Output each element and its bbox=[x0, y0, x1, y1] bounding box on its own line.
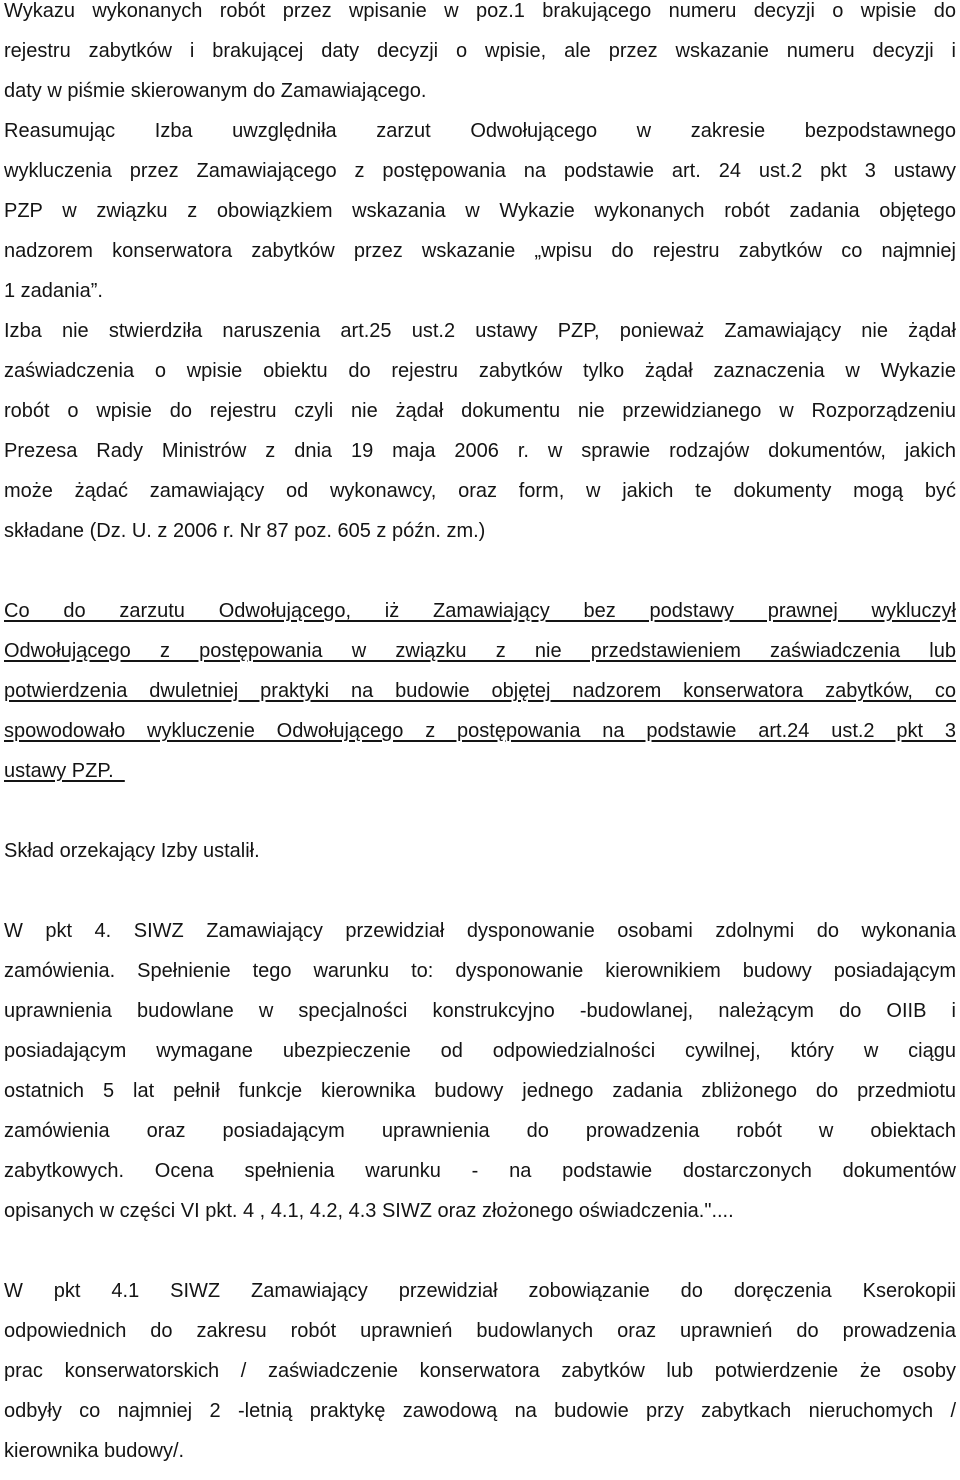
paragraph-1 bbox=[4, 0, 956, 120]
paragraph-7 bbox=[4, 1280, 956, 1480]
text-line-wrap bbox=[4, 760, 956, 800]
text-line: Wykazu wykonanych robót przez wpisanie w poz.1 brakującego numeru decyzji o wpisie do bbox=[4, 0, 956, 22]
text-line: zamówienia. Spełnienie tego warunku to: dysponowanie kierownikiem budowy posiadającym bbox=[4, 960, 956, 982]
text-line: Izba nie stwierdziła naruszenia art.25 ust.2 ustawy PZP, ponieważ Zamawiający nie żądał bbox=[4, 320, 956, 342]
text-line: kierownika budowy/. bbox=[4, 1440, 185, 1462]
text-line: może żądać zamawiający od wykonawcy, oraz form, w jakich te dokumenty mogą być bbox=[4, 480, 956, 502]
blank-line bbox=[4, 1240, 956, 1280]
blank-line bbox=[4, 560, 956, 600]
text-line: składane (Dz. U. z 2006 r. Nr 87 poz. 605 z późn. zm.) bbox=[4, 520, 486, 542]
text-line: spowodowało wykluczenie Odwołującego z postępowania na podstawie art.24 ust.2 pkt 3 bbox=[4, 720, 956, 742]
text-line: PZP w związku z obowiązkiem wskazania w Wykazie wykonanych robót zadania objętego bbox=[4, 200, 956, 222]
text-line: potwierdzenia dwuletniej praktyki na budowie objętej nadzorem konserwatora zabytków, co bbox=[4, 680, 956, 702]
text-line: daty w piśmie skierowanym do Zamawiającego. bbox=[4, 80, 427, 102]
text-line: Reasumując Izba uwzględniła zarzut Odwołującego w zakresie bezpodstawnego bbox=[4, 120, 956, 142]
text-line: ustawy PZP. bbox=[4, 760, 125, 782]
text-line: Prezesa Rady Ministrów z dnia 19 maja 2006 r. w sprawie rodzajów dokumentów, jakich bbox=[4, 440, 956, 462]
blank-line bbox=[4, 800, 956, 840]
text-line: nadzorem konserwatora zabytków przez wskazanie „wpisu do rejestru zabytków co najmniej bbox=[4, 240, 956, 262]
text-line: prac konserwatorskich / zaświadczenie konserwatora zabytków lub potwierdzenie że osoby bbox=[4, 1360, 956, 1382]
text-line: Skład orzekający Izby ustalił. bbox=[4, 840, 260, 862]
text-line: ostatnich 5 lat pełnił funkcje kierownika budowy jednego zadania zbliżonego do przedmiotu bbox=[4, 1080, 956, 1102]
text-line: zamówienia oraz posiadającym uprawnienia do prowadzenia robót w obiektach bbox=[4, 1120, 956, 1142]
text-line: uprawnienia budowlane w specjalności konstrukcyjno -budowlanej, należącym do OIIB i bbox=[4, 1000, 956, 1022]
text-line: odpowiednich do zakresu robót uprawnień budowlanych oraz uprawnień do prowadzenia bbox=[4, 1320, 956, 1342]
paragraph-3 bbox=[4, 320, 956, 560]
text-line: robót o wpisie do rejestru czyli nie żądał dokumentu nie przewidzianego w Rozporządzeniu bbox=[4, 400, 956, 422]
text-line: zabytkowych. Ocena spełnienia warunku - na podstawie dostarczonych dokumentów bbox=[4, 1160, 956, 1182]
text-line: wykluczenia przez Zamawiającego z postępowania na podstawie art. 24 ust.2 pkt 3 ustawy bbox=[4, 160, 956, 182]
text-line: W pkt 4.1 SIWZ Zamawiający przewidział zobowiązanie do doręczenia Kserokopii bbox=[4, 1280, 956, 1302]
text-line: odbyły co najmniej 2 -letnią praktykę zawodową na budowie przy zabytkach nieruchomych / bbox=[4, 1400, 956, 1422]
paragraph-6 bbox=[4, 920, 956, 1240]
text-line: W pkt 4. SIWZ Zamawiający przewidział dysponowanie osobami zdolnymi do wykonania bbox=[4, 920, 956, 942]
text-line: Co do zarzutu Odwołującego, iż Zamawiający bez podstawy prawnej wykluczył bbox=[4, 600, 956, 622]
blank-line bbox=[4, 880, 956, 920]
paragraph-5 bbox=[4, 840, 956, 880]
text-line: zaświadczenia o wpisie obiektu do rejestru zabytków tylko żądał zaznaczenia w Wykazie bbox=[4, 360, 956, 382]
text-line: opisanych w części VI pkt. 4 , 4.1, 4.2, 4.3 SIWZ oraz złożonego oświadczenia.".... bbox=[4, 1200, 734, 1222]
paragraph-4-underlined bbox=[4, 600, 956, 800]
paragraph-2 bbox=[4, 120, 956, 320]
text-line: posiadającym wymagane ubezpieczenie od odpowiedzialności cywilnej, który w ciągu bbox=[4, 1040, 956, 1062]
text-line: Odwołującego z postępowania w związku z nie przedstawieniem zaświadczenia lub bbox=[4, 640, 956, 662]
text-line: rejestru zabytków i brakującej daty decyzji o wpisie, ale przez wskazanie numeru decyzji i bbox=[4, 40, 956, 62]
text-line: 1 zadania”. bbox=[4, 280, 103, 302]
